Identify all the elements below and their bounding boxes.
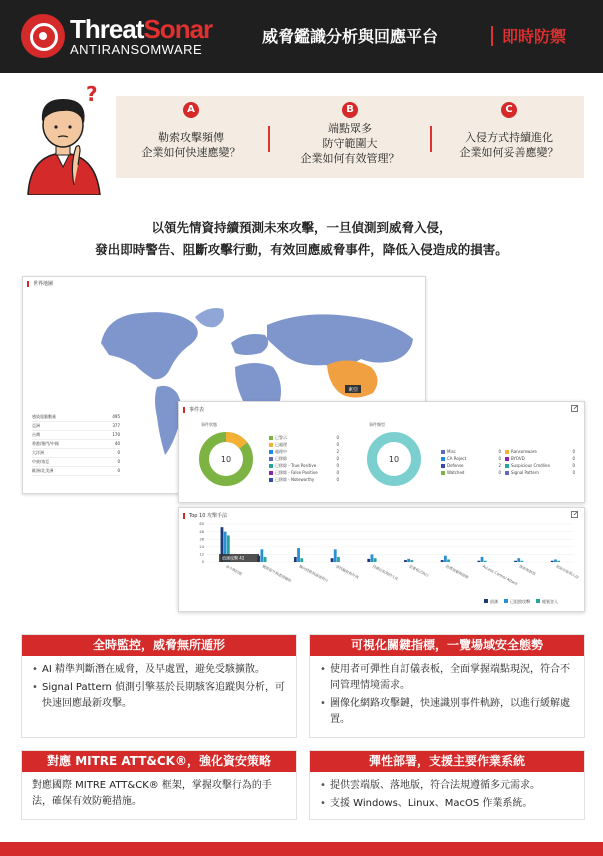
- bar-2: [371, 554, 374, 562]
- feature-title: 可視化關鍵指標，一覽場域安全態勢: [310, 635, 584, 656]
- intro-text: 以領先情資持續預測未來攻擊，一旦偵測到威脅入侵， 發出即時警告、阻斷攻擊行動，有效回應威脅事件，降低入侵造成的損害。: [95, 220, 508, 257]
- y-tick-label: 36: [199, 537, 204, 542]
- bar-3: [557, 561, 560, 562]
- feature-title: 對應 MITRE ATT&CK®，強化資安策略: [22, 751, 296, 772]
- bar-2: [444, 556, 447, 562]
- table-row: 大洋洲 0: [32, 449, 120, 458]
- region-stats-table: [32, 413, 120, 476]
- table-row: 中東/南亞 0: [32, 458, 120, 467]
- x-tick-label: 初始存取與入侵: [555, 564, 580, 580]
- question-divider: [430, 126, 432, 152]
- bar-3: [410, 560, 413, 562]
- feature-item: • AI 精準判斷潛在威脅，及早處置，避免受駭擴散。: [32, 662, 286, 678]
- event-status-legend: 已警示 0 已處理 0 處理中 2 已移除 0 已移除 - True Positive 0 已移除 - False Positive 0 已移除 - Noteworthy 0: [269, 434, 339, 483]
- event-table-card: [178, 401, 585, 503]
- donut1-title: 事件狀態: [201, 422, 217, 427]
- x-tick-label: 資料竊取與外洩: [334, 564, 360, 580]
- bar-1: [477, 561, 480, 562]
- bar-2: [517, 558, 520, 562]
- tooltip-text: 偵測攻擊 42: [222, 555, 245, 561]
- bar-3: [374, 558, 377, 562]
- feature-item: • 支援 Windows、Linux、MacOS 作業系統。: [320, 796, 574, 812]
- feature-text: 對應國際 MITRE ATT&CK® 框架，掌握攻擊行為的手法，確保有效防範措施。: [32, 780, 272, 807]
- event-label: 事件表: [183, 407, 204, 413]
- bar-2: [554, 559, 557, 562]
- map-label: 世界地圖: [27, 281, 53, 287]
- expand-icon[interactable]: [571, 405, 578, 412]
- top10-attack-card: [178, 507, 585, 612]
- feature-visualization: [309, 634, 585, 738]
- bar-1: [551, 561, 554, 562]
- expand-icon[interactable]: [571, 511, 578, 518]
- map-region-label: 東亞: [348, 387, 359, 393]
- event-status-donut: [197, 430, 255, 488]
- feature-deployment: [309, 750, 585, 820]
- bar-2: [481, 557, 484, 562]
- x-tick-label: 持續存取與持久化: [371, 564, 399, 582]
- donut2-title: 事件類型: [369, 422, 385, 427]
- attack-bar-chart: [179, 518, 584, 598]
- header-bar: [0, 0, 603, 73]
- svg-text:?: ?: [86, 85, 98, 106]
- x-tick-label: 探索與偵察: [518, 564, 537, 577]
- bar-1: [294, 557, 297, 562]
- bar-3: [264, 557, 267, 562]
- bar-2: [260, 549, 263, 562]
- bar-1: [331, 558, 334, 562]
- bar-chart-label: Top 10 攻擊手法: [183, 513, 227, 519]
- question-divider: [268, 126, 270, 152]
- bar-1: [404, 560, 407, 562]
- feature-title: 全時監控，威脅無所遁形: [22, 635, 296, 656]
- bar-2: [407, 559, 410, 562]
- table-row: 台灣 170: [32, 431, 120, 440]
- target-logo-icon: [21, 14, 65, 58]
- svg-text:10: 10: [220, 455, 232, 464]
- bar-3: [521, 561, 524, 562]
- brand-name: ThreatSonar: [70, 14, 213, 44]
- svg-text:10: 10: [388, 455, 400, 464]
- bar-2: [297, 548, 300, 562]
- bar-1: [367, 559, 370, 562]
- footer-bar: [0, 842, 603, 856]
- y-tick-label: 60: [199, 522, 204, 527]
- event-type-legend-a: Misc 0 CA Reject 0 Defense 2 Watched 0: [441, 448, 501, 476]
- x-tick-label: Access Control Attack: [481, 564, 519, 587]
- x-tick-label: 橫向移動與遠端執行: [298, 564, 329, 584]
- bar-3: [300, 558, 303, 562]
- table-row: 感染電腦數量 495: [32, 413, 120, 422]
- question-badge: A: [183, 102, 199, 118]
- event-type-donut: [365, 430, 423, 488]
- bar-3: [447, 559, 450, 562]
- x-tick-label: 惡意程式執行: [408, 564, 430, 579]
- thinking-person-illustration: [18, 85, 108, 195]
- event-type-legend-b: Ransomware 0 BYOVD 0 Suspicious Cmdline 0 Signal Pattern 0: [505, 448, 575, 476]
- bar-tooltip: [219, 554, 259, 562]
- x-tick-label: 防禦規避與隱匿: [445, 564, 470, 580]
- header-tag: 即時防禦: [502, 27, 567, 46]
- table-row: 香港/澳門/中國 40: [32, 440, 120, 449]
- feature-item: • 提供雲端版、落地版，符合法規遵循多元需求。: [320, 778, 574, 794]
- y-tick-label: 12: [199, 552, 204, 557]
- bar-2: [334, 549, 337, 562]
- y-tick-label: 24: [199, 545, 204, 549]
- feature-mitre: [21, 750, 297, 820]
- feature-item: • 使用者可彈性自訂儀表板，全面掌握端點現況，符合不同管理情境需求。: [320, 662, 574, 694]
- question-c: C 入侵方式持續進化 企業如何妥善應變？: [459, 104, 559, 159]
- x-tick-label: 權限提升與憑證竊取: [261, 564, 293, 584]
- feature-title: 彈性部署，支援主要作業系統: [310, 751, 584, 772]
- header-divider: [491, 26, 493, 46]
- bar-3: [484, 561, 487, 562]
- question-box: [116, 96, 584, 178]
- bar-legend: 偵測 已阻擋攻擊 帳號登入: [484, 599, 558, 605]
- question-b: B 端點眾多 防守範圍大 企業如何有效管理？: [300, 104, 400, 165]
- feature-item: • 圖像化網路攻擊鏈，快速識別事件軌跡，以進行緩解處置。: [320, 696, 574, 728]
- bar-1: [514, 561, 517, 562]
- x-tick-label: 命令與控制: [224, 564, 243, 577]
- bar-3: [337, 557, 340, 562]
- bar-1: [441, 560, 444, 562]
- brand-subtitle: ANTIRANSOMWARE: [70, 42, 203, 57]
- feature-monitoring: [21, 634, 297, 738]
- y-tick-label: 48: [199, 529, 204, 534]
- table-row: 亞洲 377: [32, 422, 120, 431]
- question-a: A 勒索攻擊頻傳 企業如何快速應變？: [141, 104, 241, 159]
- feature-item: • Signal Pattern 偵測引擎基於長期駭客追蹤與分析，可快速回應最新攻擊。: [32, 680, 286, 712]
- question-badge: B: [342, 102, 358, 118]
- table-row: 歐洲/北美洲 0: [32, 467, 120, 476]
- page-title: 威脅鑑識分析與回應平台: [262, 27, 439, 46]
- question-badge: C: [501, 102, 517, 118]
- y-tick-label: 0: [201, 560, 204, 565]
